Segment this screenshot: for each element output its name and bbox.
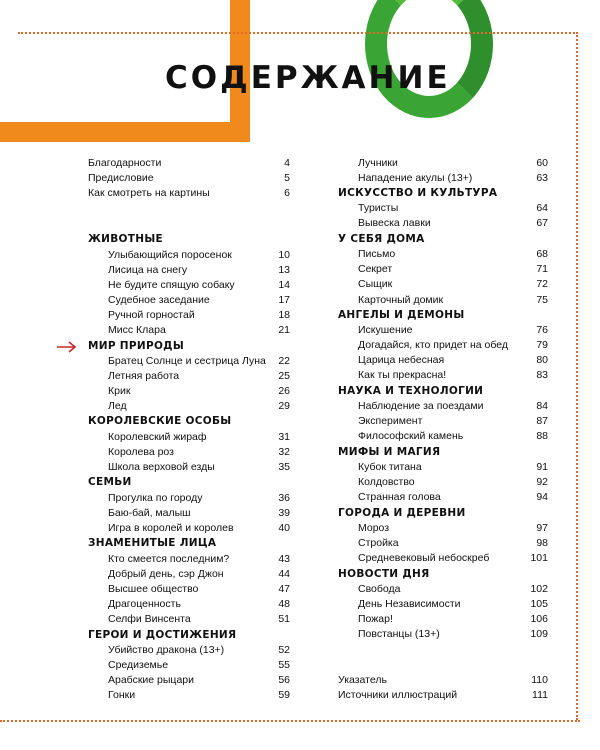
entry-title: Вывеска лавки [358, 217, 431, 229]
page-number: 109 [530, 628, 548, 640]
entry-title: Нападение акулы (13+) [358, 172, 473, 184]
entry-title: Странная голова [358, 491, 441, 503]
entry-title: Указатель [338, 674, 387, 686]
arrow-right-icon [56, 340, 78, 354]
entry-title: Письмо [358, 248, 396, 260]
page-number: 84 [536, 400, 548, 412]
page-number: 55 [278, 659, 290, 671]
entry-title: Колдовство [358, 476, 415, 488]
entry-title: Прогулка по городу [108, 492, 203, 504]
toc-section-heading [338, 506, 548, 520]
entry-title: Лучники [358, 157, 398, 169]
toc-entry[interactable] [338, 688, 548, 702]
page-number: 29 [278, 400, 290, 412]
entry-title: Королевский жираф [108, 431, 207, 443]
page-number: 10 [278, 249, 290, 261]
entry-title: Кто смеется последним? [108, 553, 230, 565]
page-number: 22 [278, 355, 290, 367]
dotted-border-top [18, 32, 578, 34]
page-number: 105 [530, 598, 548, 610]
entry-title: Улыбающийся поросенок [108, 249, 232, 261]
toc-entry[interactable] [108, 354, 290, 368]
toc-entry[interactable] [108, 506, 290, 520]
page-number: 26 [278, 385, 290, 397]
section-heading-label: МИР ПРИРОДЫ [88, 340, 185, 352]
page-title: СОДЕРЖАНИЕ [165, 60, 451, 96]
page-number: 59 [278, 689, 290, 701]
toc-entry[interactable] [108, 460, 290, 474]
entry-title: Как ты прекрасна! [358, 369, 447, 381]
toc-section-heading [338, 567, 548, 581]
entry-title: Убийство дракона (13+) [108, 644, 225, 656]
page-number: 63 [536, 172, 548, 184]
toc-entry[interactable] [358, 429, 548, 443]
toc-entry[interactable] [358, 338, 548, 352]
toc-entry[interactable] [108, 399, 290, 413]
entry-title: Летняя работа [108, 370, 180, 382]
page-number: 101 [530, 552, 548, 564]
page-number: 39 [278, 507, 290, 519]
page-number: 36 [278, 492, 290, 504]
page-number: 47 [278, 583, 290, 595]
toc-entry[interactable] [108, 643, 290, 657]
toc-section-heading [88, 536, 290, 550]
toc-entry[interactable] [358, 490, 548, 504]
toc-entry[interactable] [108, 582, 290, 596]
entry-title: Туристы [358, 202, 399, 214]
page-number: 17 [278, 294, 290, 306]
page-number: 5 [284, 172, 290, 184]
toc-entry[interactable] [358, 247, 548, 261]
entry-title: Лед [108, 400, 127, 412]
toc-entry[interactable] [358, 216, 548, 230]
toc-entry[interactable] [108, 491, 290, 505]
page-number: 91 [536, 461, 548, 473]
entry-title: Игра в королей и королев [108, 522, 234, 534]
entry-title: Как смотреть на картины [88, 187, 210, 199]
page-number: 83 [536, 369, 548, 381]
section-heading-label: ЖИВОТНЫЕ [88, 233, 163, 245]
toc-entry[interactable] [108, 369, 290, 383]
entry-title: День Независимости [358, 598, 461, 610]
toc-section-heading [88, 475, 290, 489]
page-number: 106 [530, 613, 548, 625]
entry-title: Предисловие [88, 172, 154, 184]
toc-entry[interactable] [108, 688, 290, 702]
section-heading-label: ИСКУССТВО И КУЛЬТУРА [338, 187, 498, 199]
page-number: 51 [278, 613, 290, 625]
toc-entry[interactable] [108, 323, 290, 337]
toc-entry[interactable] [338, 673, 548, 687]
page-number: 87 [536, 415, 548, 427]
dotted-border-bottom [0, 720, 580, 722]
page-number: 110 [531, 674, 548, 686]
entry-title: Ручной горностай [108, 309, 195, 321]
toc-entry[interactable] [108, 567, 290, 581]
toc-entry[interactable] [358, 536, 548, 550]
section-heading-label: У СЕБЯ ДОМА [338, 233, 425, 245]
page-number: 40 [278, 522, 290, 534]
toc-entry[interactable] [358, 353, 548, 367]
page-number: 14 [278, 279, 290, 291]
entry-title: Философский камень [358, 430, 464, 442]
section-heading-label: МИФЫ И МАГИЯ [338, 446, 441, 458]
entry-title: Лисица на снегу [108, 264, 188, 276]
toc-entry[interactable] [358, 201, 548, 215]
toc-entry[interactable] [88, 186, 290, 200]
entry-title: Королева роз [108, 446, 174, 458]
page-number: 88 [536, 430, 548, 442]
page-number: 43 [278, 553, 290, 565]
toc-entry[interactable] [358, 156, 548, 170]
toc-entry[interactable] [108, 308, 290, 322]
toc-entry[interactable] [88, 171, 290, 185]
toc-section-heading [338, 445, 548, 459]
entry-title: Мисс Клара [108, 324, 166, 336]
entry-title: Наблюдение за поездами [358, 400, 484, 412]
toc-section-heading [338, 232, 548, 246]
toc-entry[interactable] [358, 277, 548, 291]
entry-title: Повстанцы (13+) [358, 628, 440, 640]
toc-section-heading [88, 339, 290, 353]
page-number: 52 [278, 644, 290, 656]
section-heading-label: НАУКА И ТЕХНОЛОГИИ [338, 385, 484, 397]
toc-entry[interactable] [358, 262, 548, 276]
entry-title: Пожар! [358, 613, 393, 625]
entry-title: Кубок титана [358, 461, 422, 473]
toc-entry[interactable] [358, 597, 548, 611]
section-heading-label: ГОРОДА И ДЕРЕВНИ [338, 507, 466, 519]
entry-title: Высшее общество [108, 583, 199, 595]
toc-section-heading [88, 232, 290, 246]
toc-entry[interactable] [358, 171, 548, 185]
entry-title: Карточный домик [358, 294, 444, 306]
entry-title: Не будите спящую собаку [108, 279, 235, 291]
page-number: 102 [530, 583, 548, 595]
page-number: 25 [278, 370, 290, 382]
toc-entry[interactable] [108, 384, 290, 398]
page-number: 64 [536, 202, 548, 214]
toc-entry[interactable] [358, 475, 548, 489]
toc-section-heading [88, 414, 290, 428]
page-number: 6 [284, 187, 290, 199]
section-heading-label: ГЕРОИ И ДОСТИЖЕНИЯ [88, 629, 237, 641]
page-number: 60 [536, 157, 548, 169]
toc-entry[interactable] [358, 399, 548, 413]
page-number: 68 [536, 248, 548, 260]
section-heading-label: СЕМЬИ [88, 476, 132, 488]
entry-title: Баю-бай, малыш [108, 507, 191, 519]
entry-title: Гонки [108, 689, 136, 701]
toc-entry[interactable] [108, 248, 290, 262]
entry-title: Свобода [358, 583, 401, 595]
toc-entry[interactable] [358, 368, 548, 382]
page-number: 35 [278, 461, 290, 473]
page-number: 18 [278, 309, 290, 321]
page-number: 32 [278, 446, 290, 458]
section-heading-label: НОВОСТИ ДНЯ [338, 568, 430, 580]
entry-title: Добрый день, сэр Джон [108, 568, 224, 580]
entry-title: Судебное заседание [108, 294, 210, 306]
page-number: 21 [278, 324, 290, 336]
page-number: 111 [532, 689, 548, 701]
entry-title: Арабские рыцари [108, 674, 194, 686]
entry-title: Царица небесная [358, 354, 445, 366]
page-number: 67 [536, 217, 548, 229]
toc-entry[interactable] [108, 278, 290, 292]
toc-entry[interactable] [358, 414, 548, 428]
toc-entry[interactable] [108, 597, 290, 611]
toc-entry[interactable] [108, 293, 290, 307]
toc-entry[interactable] [108, 521, 290, 535]
toc-entry[interactable] [88, 156, 290, 170]
entry-title: Школа верховой езды [108, 461, 215, 473]
section-heading-label: ЗНАМЕНИТЫЕ ЛИЦА [88, 537, 217, 549]
entry-title: Средиземье [108, 659, 169, 671]
page-number: 92 [536, 476, 548, 488]
entry-title: Средневековый небоскреб [358, 552, 490, 564]
section-heading-label: КОРОЛЕВСКИЕ ОСОБЫ [88, 415, 232, 427]
page-number: 98 [536, 537, 548, 549]
page-number: 4 [284, 157, 290, 169]
toc-entry[interactable] [108, 445, 290, 459]
green-ring-decoration [365, 0, 493, 118]
toc-section-heading [338, 308, 548, 322]
entry-title: Крик [108, 385, 131, 397]
page-number: 94 [536, 491, 548, 503]
page-number: 31 [278, 431, 290, 443]
toc-entry[interactable] [358, 612, 548, 626]
entry-title: Стройка [358, 537, 399, 549]
entry-title: Селфи Винсента [108, 613, 191, 625]
page-number: 44 [278, 568, 290, 580]
toc-entry[interactable] [358, 521, 548, 535]
toc-entry[interactable] [108, 612, 290, 626]
entry-title: Братец Солнце и сестрица Луна [108, 355, 266, 367]
toc-entry[interactable] [358, 323, 548, 337]
entry-title: Источники иллюстраций [338, 689, 458, 701]
page-number: 48 [278, 598, 290, 610]
toc-entry[interactable] [108, 552, 290, 566]
entry-title: Искушение [358, 324, 413, 336]
page-number: 72 [536, 278, 548, 290]
entry-title: Драгоценность [108, 598, 181, 610]
entry-title: Эксперимент [358, 415, 423, 427]
toc-section-heading [338, 384, 548, 398]
page-number: 71 [536, 263, 548, 275]
entry-title: Секрет [358, 263, 393, 275]
page-number: 75 [536, 294, 548, 306]
toc-entry[interactable] [108, 658, 290, 672]
section-heading-label: АНГЕЛЫ И ДЕМОНЫ [338, 309, 465, 321]
toc-entry[interactable] [108, 430, 290, 444]
toc-section-heading [338, 186, 548, 200]
page-number: 13 [278, 264, 290, 276]
toc-entry[interactable] [358, 582, 548, 596]
page-number: 56 [278, 674, 290, 686]
toc-entry[interactable] [358, 460, 548, 474]
page-number: 76 [536, 324, 548, 336]
page-number: 80 [536, 354, 548, 366]
toc-entry[interactable] [108, 263, 290, 277]
dotted-border-right [576, 32, 578, 720]
entry-title: Догадайся, кто придет на обед [358, 339, 509, 351]
entry-title: Сыщик [358, 278, 393, 290]
toc-entry[interactable] [358, 551, 548, 565]
entry-title: Мороз [358, 522, 390, 534]
entry-title: Благодарности [88, 157, 162, 169]
toc-entry[interactable] [358, 293, 548, 307]
page-number: 97 [536, 522, 548, 534]
toc-entry[interactable] [108, 673, 290, 687]
toc-section-heading [88, 628, 290, 642]
toc-entry[interactable] [358, 627, 548, 641]
page-number: 79 [536, 339, 548, 351]
